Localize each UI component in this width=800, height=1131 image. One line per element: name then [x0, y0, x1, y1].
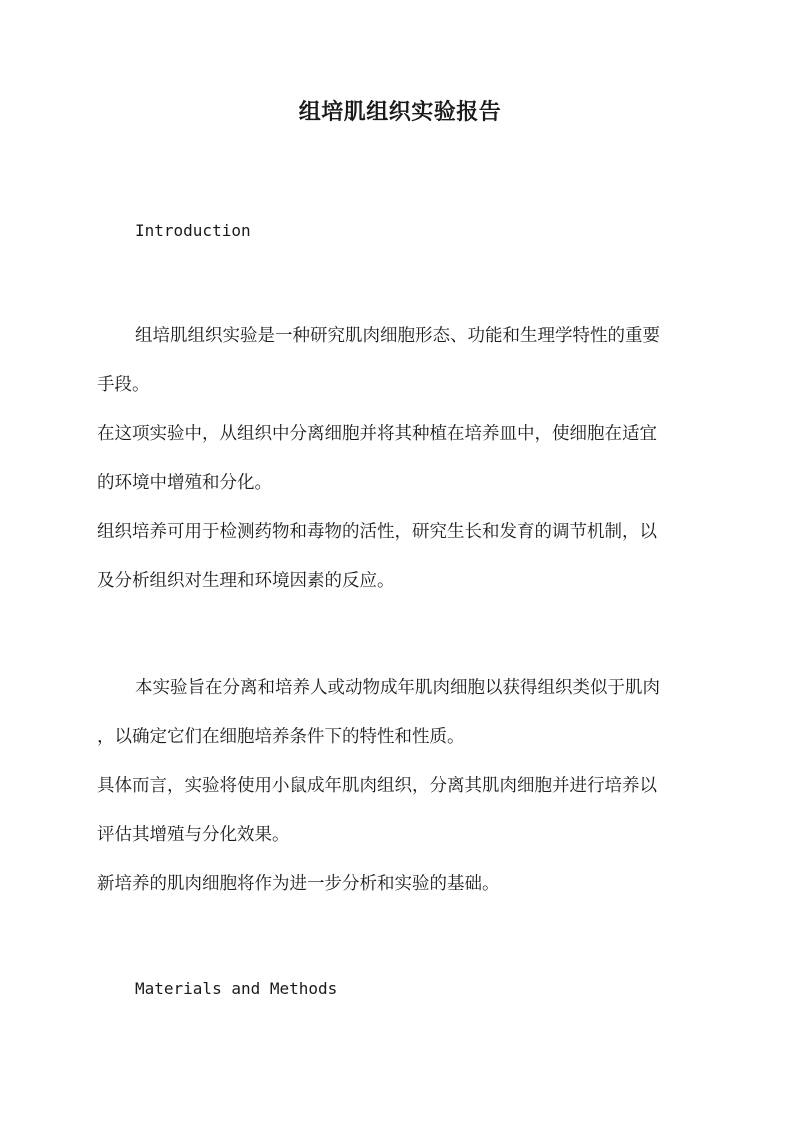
section-heading-materials-and-methods: Materials and Methods: [135, 979, 338, 998]
document-title: 组培肌组织实验报告: [298, 99, 502, 125]
paragraph-line: 本实验旨在分离和培养人或动物成年肌肉细胞以获得组织类似于肌肉: [135, 678, 660, 698]
paragraph-line: 的环境中增殖和分化。: [97, 473, 272, 493]
paragraph-line: 新培养的肌肉细胞将作为进一步分析和实验的基础。: [97, 874, 500, 894]
paragraph-line: 在这项实验中，从组织中分离细胞并将其种植在培养皿中，使细胞在适宜: [97, 424, 657, 444]
paragraph-line: 具体而言，实验将使用小鼠成年肌肉组织，分离其肌肉细胞并进行培养以: [97, 776, 657, 796]
paragraph-line: 组织培养可用于检测药物和毒物的活性，研究生长和发育的调节机制，以: [97, 522, 657, 542]
section-heading-introduction: Introduction: [135, 221, 251, 240]
paragraph-line: 评估其增殖与分化效果。: [97, 825, 290, 845]
paragraph-line: 手段。: [97, 375, 150, 395]
paragraph-line: 组培肌组织实验是一种研究肌肉细胞形态、功能和生理学特性的重要: [135, 326, 660, 346]
paragraph-line: ，以确定它们在细胞培养条件下的特性和性质。: [97, 727, 465, 747]
paragraph-line: 及分析组织对生理和环境因素的反应。: [97, 571, 395, 591]
